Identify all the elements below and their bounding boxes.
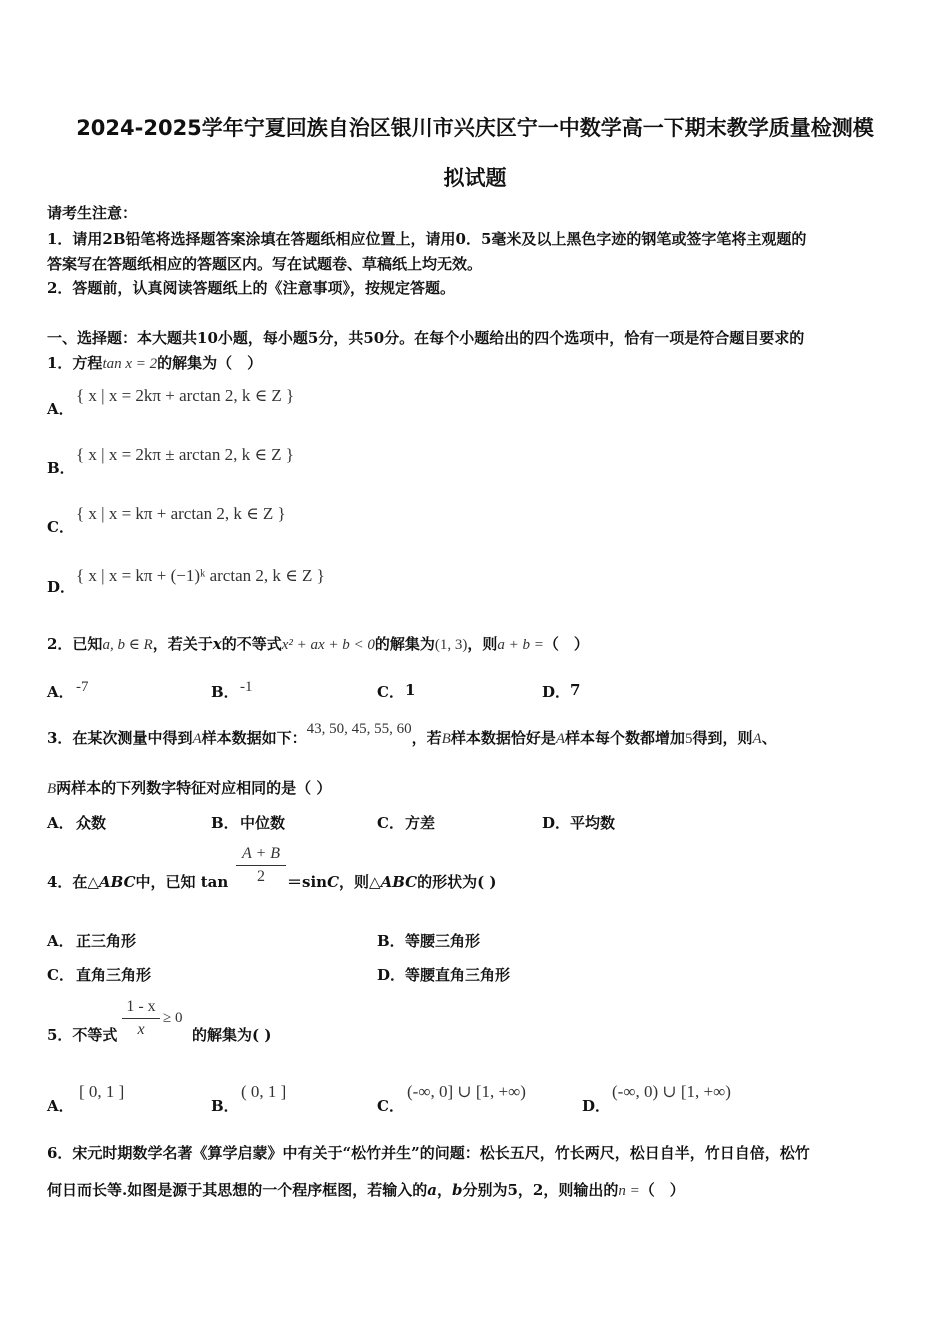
q4-option-c-label: C． [47,966,74,984]
q4-prefix: 4．在△ [47,873,99,891]
q1-suffix: 的解集为（ ） [157,354,263,372]
q6-var-a: a [427,1181,437,1199]
q6-comma: ， [436,1181,452,1199]
q5-option-d: (-∞, 0) ∪ [1, +∞) [612,1082,731,1101]
q1-option-c: { x | x = kπ + arctan 2, k ∈ Z } [76,504,286,523]
q3-sample-b-2: B [47,781,57,797]
q2-sum: a + b = [497,637,544,653]
q4-suffix: 的形状为( ) [417,873,497,891]
question-6-cont [47,1179,685,1200]
q3-text-4: 样本每个数都增加 [565,729,686,747]
q3-option-c-label: C． [377,814,404,832]
q1-option-b-label: B． [47,459,75,477]
q4-text-2: ＝sin [287,873,328,891]
q3-option-c: 方差 [405,814,436,832]
q4-angle-c: C [327,873,340,891]
question-6: 6．宋元时期数学名著《算学启蒙》中有关于“松竹并生”的问题：松长五尺，竹长两尺，松日自半，竹日自倍，松竹 [47,1144,810,1162]
q2-text-4: ，则 [467,635,498,653]
q2-text-3: 的解集为 [374,635,435,653]
q2-option-d: 7 [570,681,581,699]
q3-option-d: 平均数 [570,814,616,832]
q4-option-d: 等腰直角三角形 [405,966,511,984]
q4-text-3: ，则△ [339,873,381,891]
q1-option-d: { x | x = kπ + (−1)ᵏ arctan 2, k ∈ Z } [76,566,325,585]
q2-text-2: 的不等式 [221,635,282,653]
notice-item-2: 2．答题前，认真阅读答题纸上的《注意事项》，按规定答题。 [47,279,455,297]
q3-option-d-label: D． [542,814,571,832]
notice-item-1: 1．请用2B铅笔将选择题答案涂填在答题纸相应位置上，请用0．5毫米及以上黑色字迹的钢笔或签字笔将主观题的 [47,230,807,248]
q1-option-c-label: C． [47,518,74,536]
q3-option-b: 中位数 [240,814,286,832]
q5-numerator: 1 - x [126,998,156,1015]
q4-option-b-label: B． [377,932,405,950]
q2-interval: (1, 3) [434,637,468,653]
q2-option-c: 1 [405,681,416,699]
question-4-suffix [287,871,497,892]
q2-math-ab: a, b ∈ R [102,637,153,653]
q3-text-2: ，若 [411,729,442,747]
q2-var-x: x [212,635,222,653]
question-4-prefix [47,871,228,892]
q4-text-1: 中，已知 tan [135,873,229,891]
q3-prefix: 3．在某次测量中得到 [47,729,193,747]
q4-triangle-2: ABC [380,873,418,891]
q6-suffix: （ ） [639,1181,685,1199]
q4-fraction [236,845,286,886]
q3-data: 43, 50, 45, 55, 60 [306,721,412,737]
q2-option-b: -1 [240,679,253,695]
q3-text-5: 得到，则 [692,729,753,747]
q6-text-1: 何日而长等.如图是源于其思想的一个程序框图，若输入的 [47,1181,428,1199]
q2-inequality: x² + ax + b < 0 [281,637,375,653]
page-title: 2024-2025学年宁夏回族自治区银川市兴庆区宁一中数学高一下期末教学质量检测模 [76,116,874,140]
notice-item-1-cont: 答案写在答题纸相应的答题区内。写在试题卷、草稿纸上均无效。 [47,255,483,273]
q3-text-1: 样本数据如下： [201,729,307,747]
q5-suffix: 的解集为( ) [192,1026,272,1044]
q3-sample-a-3: A [752,731,762,747]
q3-option-a-label: A． [47,814,74,832]
q4-triangle: ABC [98,873,136,891]
q1-option-b: { x | x = 2kπ ± arctan 2, k ∈ Z } [76,445,294,464]
q4-fraction-bar [236,865,286,866]
q3-line2: 两样本的下列数字特征对应相同的是（ ） [56,779,332,797]
q5-option-a-label: A． [47,1097,74,1115]
question-1 [47,352,262,373]
q4-option-a-label: A． [47,932,74,950]
q4-option-a: 正三角形 [76,932,137,950]
q2-suffix: （ ） [543,635,589,653]
q4-numerator: A + B [241,845,281,862]
notice-heading: 请考生注意： [47,204,138,222]
q3-text-3: 样本数据恰好是 [450,729,556,747]
section-heading: 一、选择题：本大题共10小题，每小题5分，共50分。在每个小题给出的四个选项中，恰有一项是符合题目要求的 [47,329,805,347]
q2-option-c-label: C． [377,683,404,701]
q5-option-b-label: B． [211,1097,239,1115]
q2-prefix: 2．已知 [47,635,103,653]
q3-sample-a-2: A [555,731,566,747]
q5-option-c-label: C． [377,1097,404,1115]
q5-option-a: [ 0, 1 ] [79,1082,125,1101]
q5-fraction [122,998,160,1039]
q3-sample-a: A [192,731,202,747]
q1-prefix: 1．方程 [47,354,103,372]
q2-option-b-label: B． [211,683,239,701]
q5-prefix: 5．不等式 [47,1026,118,1044]
question-3 [47,721,777,748]
q5-geq-zero: ≥ 0 [163,1010,183,1026]
q3-increment: 5 [685,731,693,747]
q5-denominator: x [137,1021,145,1038]
q2-option-d-label: D． [542,683,571,701]
q5-option-d-label: D． [582,1097,611,1115]
q4-option-d-label: D． [377,966,406,984]
q4-option-b: 等腰三角形 [405,932,481,950]
q2-option-a: -7 [76,679,89,695]
q2-option-a-label: A． [47,683,74,701]
q1-option-a-label: A． [47,400,74,418]
q5-option-c: (-∞, 0] ∪ [1, +∞) [407,1082,526,1101]
q5-fraction-bar [122,1018,160,1019]
q6-var-n: n = [618,1183,640,1199]
q4-denominator: 2 [257,868,265,885]
q5-option-b: ( 0, 1 ] [241,1082,287,1101]
q1-option-d-label: D． [47,578,76,596]
q2-text-1: ，若关于 [152,635,213,653]
q1-equation: tan x = 2 [102,356,158,372]
page-title-continued: 拟试题 [443,166,507,190]
q1-option-a: { x | x = 2kπ + arctan 2, k ∈ Z } [76,386,295,405]
question-2 [47,633,589,654]
q3-sample-b: B [441,731,451,747]
q3-separator: 、 [761,729,777,747]
q4-option-c: 直角三角形 [76,966,152,984]
question-3-cont [47,777,331,798]
q6-var-b: b [451,1181,463,1199]
q3-option-b-label: B． [211,814,239,832]
q6-text-2: 分别为5，2，则输出的 [462,1181,619,1199]
q3-option-a: 众数 [76,814,107,832]
